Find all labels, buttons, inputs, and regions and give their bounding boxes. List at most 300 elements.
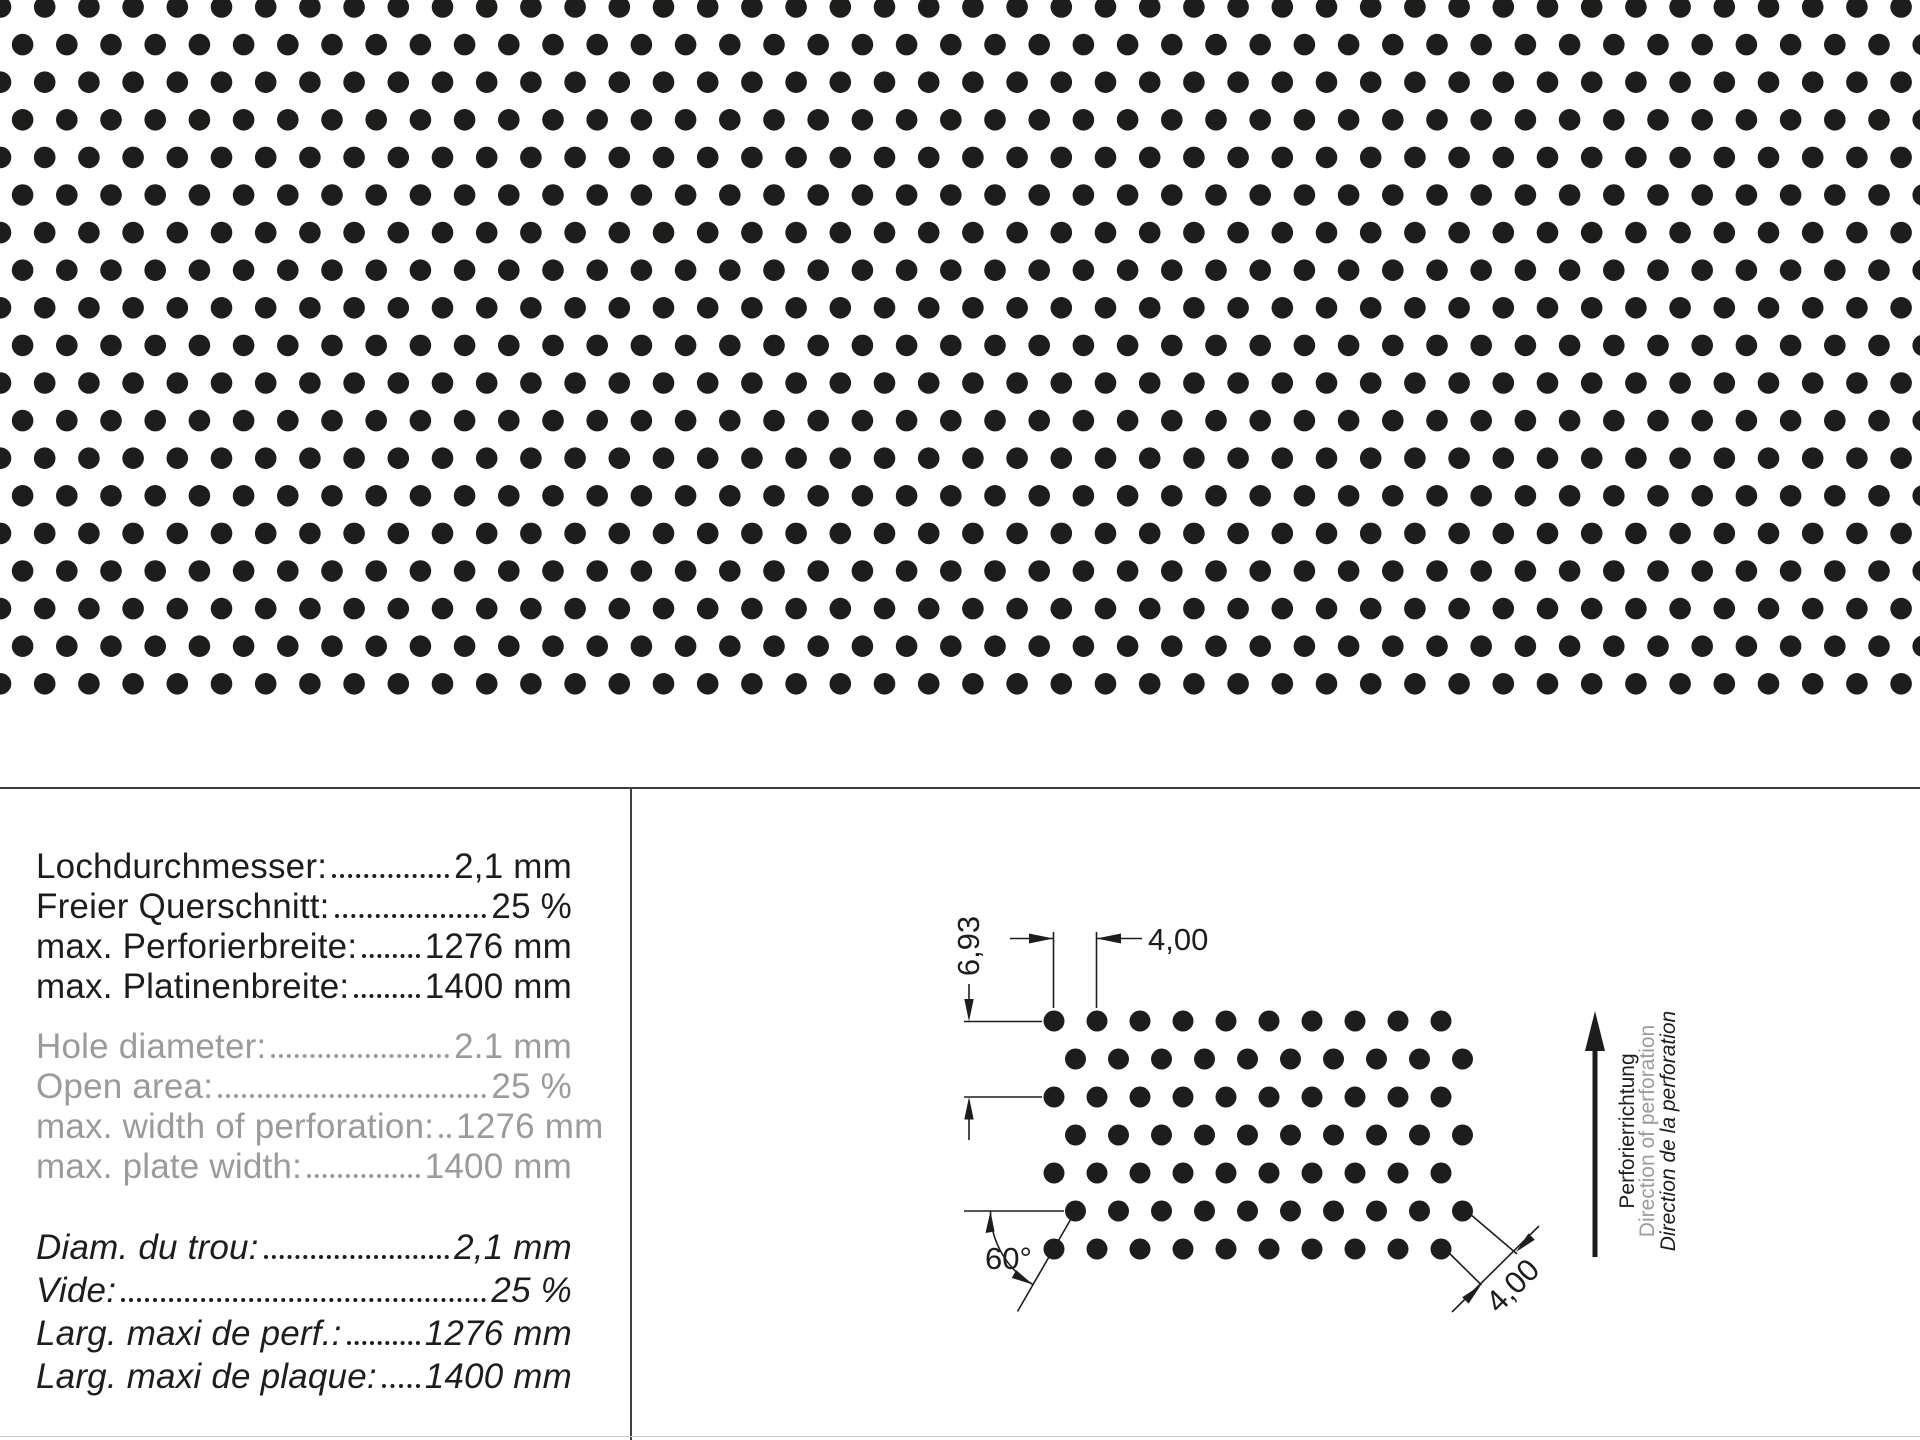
perforation-dot xyxy=(807,184,829,206)
perforation-dot xyxy=(432,372,454,394)
perforation-dot xyxy=(34,673,56,695)
perforation-dot xyxy=(167,447,189,469)
perforation-dot xyxy=(34,222,56,244)
spec-value: 2,1 mm xyxy=(454,1228,572,1267)
perforation-dot xyxy=(1448,0,1470,18)
perforation-dot xyxy=(1824,335,1846,357)
perforation-dot xyxy=(1912,34,1920,56)
perforation-dot xyxy=(586,34,608,56)
perforation-dot xyxy=(940,109,962,131)
perforation-dot xyxy=(1493,372,1515,394)
perforation-dot xyxy=(476,147,498,169)
perforation-dot xyxy=(388,673,410,695)
perforation-dot xyxy=(1227,523,1249,545)
perforation-dot xyxy=(1249,335,1271,357)
diagram-hole-dot xyxy=(1345,1011,1366,1032)
perforation-dot xyxy=(1846,71,1868,93)
perforation-dot xyxy=(1183,297,1205,319)
perforation-dot xyxy=(0,447,11,469)
perforation-dot xyxy=(1890,673,1912,695)
perforation-dot xyxy=(631,184,653,206)
perforation-dot xyxy=(586,335,608,357)
diagram-hole-dot xyxy=(1366,1125,1387,1146)
perforation-dot xyxy=(1051,372,1073,394)
perforation-dot xyxy=(1890,222,1912,244)
perforation-dot xyxy=(432,297,454,319)
perforation-dot xyxy=(365,410,387,432)
diagram-hole-dot xyxy=(1130,1011,1151,1032)
perforation-dot xyxy=(255,0,277,18)
perforation-dot xyxy=(321,485,343,507)
perforation-dot xyxy=(255,222,277,244)
perforation-dot xyxy=(1581,598,1603,620)
perforation-dot xyxy=(1581,147,1603,169)
perforation-dot xyxy=(653,372,675,394)
perforation-dot xyxy=(1603,410,1625,432)
perforation-dot xyxy=(962,147,984,169)
perforation-dot xyxy=(984,560,1006,582)
dotted-leader xyxy=(307,1174,420,1178)
perforation-dot xyxy=(1051,147,1073,169)
perforation-dot xyxy=(1095,598,1117,620)
perforation-dot xyxy=(1559,109,1581,131)
perforation-dot xyxy=(675,109,697,131)
perforation-dot xyxy=(1404,71,1426,93)
perforation-dot xyxy=(586,410,608,432)
perforation-dot xyxy=(1117,635,1139,657)
perforation-dot xyxy=(675,635,697,657)
perforation-dot xyxy=(78,297,100,319)
perforation-dot xyxy=(852,335,874,357)
arrow-right-icon xyxy=(1029,934,1054,944)
perforation-dot xyxy=(410,109,432,131)
perforation-dot xyxy=(940,335,962,357)
perforation-dot xyxy=(0,71,11,93)
perforation-dot xyxy=(233,109,255,131)
perforation-dot xyxy=(1515,560,1537,582)
perforation-dot xyxy=(1294,259,1316,281)
perforation-dot xyxy=(1404,673,1426,695)
perforation-dot xyxy=(741,297,763,319)
perforation-dot xyxy=(1316,71,1338,93)
perforation-dot xyxy=(1669,673,1691,695)
diagram-hole-dot xyxy=(1323,1201,1344,1222)
perforation-dot xyxy=(1294,560,1316,582)
perforation-dot xyxy=(1559,560,1581,582)
perforation-dot xyxy=(476,372,498,394)
perforation-dot xyxy=(1448,673,1470,695)
perforation-dot xyxy=(211,0,233,18)
diagram-hole-dot xyxy=(1323,1049,1344,1070)
dotted-leader xyxy=(362,954,419,958)
perforation-dot xyxy=(1426,410,1448,432)
perforation-dot xyxy=(498,109,520,131)
perforation-dot xyxy=(277,184,299,206)
perforation-dot xyxy=(432,147,454,169)
perforation-dot xyxy=(1669,222,1691,244)
direction-of-perforation xyxy=(1585,1011,1680,1257)
perforation-dot xyxy=(1095,0,1117,18)
perforation-dot xyxy=(785,222,807,244)
perforation-dot xyxy=(1205,335,1227,357)
diagram-hole-dot xyxy=(1302,1239,1323,1260)
perforation-dot xyxy=(1691,184,1713,206)
perforation-dot xyxy=(498,635,520,657)
perforation-dot xyxy=(1824,560,1846,582)
perforation-dot xyxy=(1426,635,1448,657)
perforation-dot xyxy=(56,34,78,56)
perforation-dot xyxy=(211,222,233,244)
perforation-dot xyxy=(1802,0,1824,18)
perforation-dot xyxy=(1581,447,1603,469)
perforation-dot xyxy=(564,372,586,394)
perforation-dot xyxy=(233,560,255,582)
perforation-dot xyxy=(1736,560,1758,582)
perforation-dot xyxy=(1581,71,1603,93)
perforation-dot xyxy=(343,147,365,169)
perforation-dot xyxy=(1051,523,1073,545)
perforation-dot xyxy=(1139,523,1161,545)
perforation-dot xyxy=(1625,523,1647,545)
perforation-dot xyxy=(498,335,520,357)
perforation-dot xyxy=(918,0,940,18)
perforation-dot xyxy=(1294,410,1316,432)
perforation-dot xyxy=(410,485,432,507)
spec-row-plate-width-de xyxy=(36,967,572,1007)
perforation-dot xyxy=(321,184,343,206)
perforation-dot xyxy=(299,598,321,620)
perforation-dot xyxy=(277,410,299,432)
perforation-dot xyxy=(1338,560,1360,582)
perforation-dot xyxy=(1515,485,1537,507)
perforation-dot xyxy=(1846,598,1868,620)
perforation-dot xyxy=(1139,0,1161,18)
perforation-dot xyxy=(785,447,807,469)
perforation-dot xyxy=(1404,598,1426,620)
perforation-dot xyxy=(0,598,11,620)
perforation-dot xyxy=(1448,598,1470,620)
perforation-dot xyxy=(1205,259,1227,281)
perforation-dot xyxy=(1294,184,1316,206)
perforation-dot xyxy=(388,372,410,394)
perforation-dot xyxy=(1448,447,1470,469)
perforation-dot xyxy=(1051,598,1073,620)
perforation-dot xyxy=(1117,410,1139,432)
perforation-dot xyxy=(122,447,144,469)
perforation-dot xyxy=(1625,598,1647,620)
perforation-dot xyxy=(454,635,476,657)
perforation-dot xyxy=(1912,635,1920,657)
diagram-hole-dot xyxy=(1173,1239,1194,1260)
perforation-dot xyxy=(1095,147,1117,169)
perforation-dot xyxy=(653,0,675,18)
perforation-dot xyxy=(78,222,100,244)
perforation-dot xyxy=(1669,372,1691,394)
perforation-dot xyxy=(631,410,653,432)
spec-value: 25 % xyxy=(491,1271,572,1310)
perforation-dot xyxy=(609,222,631,244)
perforation-dot xyxy=(1758,447,1780,469)
perforation-dot xyxy=(1139,222,1161,244)
perforation-dot xyxy=(0,297,11,319)
perforation-dot xyxy=(1205,635,1227,657)
perforation-dot xyxy=(1758,71,1780,93)
perforation-dot xyxy=(1714,447,1736,469)
spec-row-perforation-width-de xyxy=(36,927,572,967)
perforation-dot xyxy=(1714,0,1736,18)
perforation-dot xyxy=(100,184,122,206)
perforation-dot xyxy=(189,109,211,131)
perforation-dot xyxy=(167,372,189,394)
perforation-dot xyxy=(1426,34,1448,56)
perforation-dot xyxy=(1294,335,1316,357)
perforation-dot xyxy=(343,71,365,93)
diagram-hole-dot xyxy=(1237,1201,1258,1222)
perforation-dot xyxy=(874,598,896,620)
perforation-dot xyxy=(984,410,1006,432)
perforation-dot xyxy=(1493,523,1515,545)
perforation-dot xyxy=(564,297,586,319)
perforation-dot xyxy=(1868,109,1890,131)
diagram-hole-dot xyxy=(1216,1239,1237,1260)
diagram-hole-dot xyxy=(1237,1125,1258,1146)
spec-label: max. plate width: xyxy=(36,1147,303,1186)
perforation-dot xyxy=(1691,109,1713,131)
perforation-dot xyxy=(1669,147,1691,169)
spec-value: 2.1 mm xyxy=(454,1027,572,1066)
perforation-dot xyxy=(1006,0,1028,18)
perforation-dot xyxy=(1581,222,1603,244)
perforation-dot xyxy=(675,560,697,582)
perforation-dot xyxy=(940,560,962,582)
perforation-dot xyxy=(697,372,719,394)
diagram-hole-dot xyxy=(1259,1239,1280,1260)
perforation-dot xyxy=(122,147,144,169)
perforation-dot xyxy=(388,147,410,169)
perforation-dot xyxy=(34,372,56,394)
perforation-dot xyxy=(167,523,189,545)
perforation-dot xyxy=(476,297,498,319)
perforation-dot xyxy=(741,147,763,169)
perforation-dot xyxy=(1028,410,1050,432)
perforation-dot xyxy=(962,598,984,620)
perforation-dot xyxy=(1537,523,1559,545)
diagram-hole-dot xyxy=(1130,1163,1151,1184)
perforation-dot xyxy=(697,297,719,319)
perforation-dot xyxy=(343,297,365,319)
perforation-dot xyxy=(1028,259,1050,281)
perforation-dot xyxy=(365,34,387,56)
perforation-dot xyxy=(388,523,410,545)
dotted-leader xyxy=(382,1384,420,1388)
perforation-dot xyxy=(100,485,122,507)
perforation-dot xyxy=(1272,147,1294,169)
perforation-dot xyxy=(498,410,520,432)
perforation-dot xyxy=(962,447,984,469)
perforation-dot xyxy=(1095,523,1117,545)
perforation-dot xyxy=(1272,222,1294,244)
perforation-dot xyxy=(299,222,321,244)
diagram-hole-dot xyxy=(1388,1011,1409,1032)
dotted-leader xyxy=(121,1298,486,1302)
perforation-dot xyxy=(542,485,564,507)
perforation-dot xyxy=(763,109,785,131)
perforation-dot xyxy=(1426,485,1448,507)
arrow-down-icon xyxy=(964,999,973,1022)
perforation-dot xyxy=(807,109,829,131)
perforation-dot xyxy=(56,335,78,357)
perforation-dot xyxy=(432,598,454,620)
perforation-dot xyxy=(1073,560,1095,582)
perforation-dot xyxy=(1714,598,1736,620)
spec-label: Larg. maxi de plaque: xyxy=(36,1357,377,1396)
perforation-dot xyxy=(12,335,34,357)
perforation-dot xyxy=(498,560,520,582)
perforation-dot xyxy=(564,0,586,18)
perforation-dot xyxy=(719,259,741,281)
perforation-dot xyxy=(719,560,741,582)
diagram-hole-dot xyxy=(1366,1201,1387,1222)
perforation-dot xyxy=(852,34,874,56)
perforation-dot xyxy=(1073,485,1095,507)
perforation-dot xyxy=(1161,34,1183,56)
perforation-dot xyxy=(1603,34,1625,56)
perforation-dot xyxy=(896,259,918,281)
perforation-dot xyxy=(564,673,586,695)
perforation-dot xyxy=(388,297,410,319)
perforation-dot xyxy=(1647,485,1669,507)
perforation-dot xyxy=(785,523,807,545)
perforation-dot xyxy=(1846,523,1868,545)
perforation-dot xyxy=(299,673,321,695)
perforation-dot xyxy=(365,335,387,357)
perforation-dot xyxy=(719,635,741,657)
perforation-dot xyxy=(1316,0,1338,18)
perforation-dot xyxy=(1890,598,1912,620)
perforation-dot xyxy=(586,485,608,507)
perforation-dot xyxy=(1382,335,1404,357)
direction-label-english: Direction of perforation xyxy=(1636,1024,1659,1238)
diagram-hole-dot xyxy=(1108,1201,1129,1222)
perforation-dot xyxy=(918,447,940,469)
perforation-dot xyxy=(940,410,962,432)
perforation-dot xyxy=(211,447,233,469)
perforation-dot xyxy=(78,71,100,93)
diagram-hole-dot xyxy=(1345,1239,1366,1260)
perforation-dot xyxy=(830,598,852,620)
perforation-dot xyxy=(874,447,896,469)
perforation-dot xyxy=(852,635,874,657)
diagram-hole-dot xyxy=(1065,1049,1086,1070)
perforation-dot xyxy=(653,673,675,695)
page-bottom-edge xyxy=(0,1436,1920,1437)
perforation-dot xyxy=(609,0,631,18)
perforation-dot xyxy=(1404,447,1426,469)
perforation-dot xyxy=(564,523,586,545)
perforation-dot xyxy=(189,184,211,206)
perforation-dot xyxy=(1736,109,1758,131)
perforation-dot xyxy=(211,372,233,394)
perforation-dot xyxy=(586,635,608,657)
perforation-dot xyxy=(144,410,166,432)
perforation-dot xyxy=(609,447,631,469)
perforation-dot xyxy=(498,259,520,281)
diagram-hole-dot xyxy=(1130,1239,1151,1260)
perforation-dot xyxy=(1316,447,1338,469)
perforation-dot xyxy=(962,0,984,18)
perforation-dot xyxy=(1448,523,1470,545)
spec-row-hole-diameter-en xyxy=(36,1027,572,1067)
perforation-dot xyxy=(167,673,189,695)
diagram-hole-dot xyxy=(1216,1163,1237,1184)
perforation-dot xyxy=(0,222,11,244)
perforation-dot xyxy=(34,147,56,169)
perforation-dot xyxy=(1537,297,1559,319)
perforation-dot xyxy=(918,523,940,545)
perforation-dot xyxy=(984,34,1006,56)
perforation-dot xyxy=(299,372,321,394)
perforation-dot xyxy=(896,560,918,582)
perforation-dot xyxy=(520,673,542,695)
perforation-dot xyxy=(1338,410,1360,432)
perforation-dot xyxy=(1006,297,1028,319)
diagram-hole-dot xyxy=(1044,1163,1065,1184)
perforation-dot xyxy=(807,560,829,582)
perforation-dot xyxy=(343,372,365,394)
perforation-dot xyxy=(564,222,586,244)
perforation-dot xyxy=(1647,34,1669,56)
perforation-dot xyxy=(255,673,277,695)
perforation-dot xyxy=(1139,71,1161,93)
perforation-dot xyxy=(631,635,653,657)
diagram-hole-dot xyxy=(1044,1087,1065,1108)
perforation-dot xyxy=(719,184,741,206)
perforation-dot xyxy=(1095,297,1117,319)
perforation-dot xyxy=(1714,222,1736,244)
spec-row-hole-diameter-fr xyxy=(36,1228,572,1271)
perforation-dot xyxy=(1824,109,1846,131)
perforation-dot xyxy=(1360,598,1382,620)
diagram-hole-dot xyxy=(1151,1125,1172,1146)
perforation-dot xyxy=(1205,184,1227,206)
perforation-dot xyxy=(1780,259,1802,281)
arrow-down-left-icon xyxy=(1516,1233,1535,1252)
perforation-dot xyxy=(189,34,211,56)
perforation-dot xyxy=(520,222,542,244)
perforation-dot xyxy=(388,222,410,244)
perforation-dot xyxy=(1272,0,1294,18)
perforation-dot xyxy=(498,34,520,56)
perforation-dot xyxy=(763,184,785,206)
perforation-dot xyxy=(1868,259,1890,281)
perforation-dot xyxy=(1493,447,1515,469)
perforation-dot xyxy=(1117,184,1139,206)
perforation-dot xyxy=(1559,34,1581,56)
perforation-dot xyxy=(896,184,918,206)
perforation-dot xyxy=(1426,184,1448,206)
perforation-dot xyxy=(299,447,321,469)
perforation-dot xyxy=(167,147,189,169)
perforation-dot xyxy=(962,673,984,695)
perforation-dot xyxy=(233,485,255,507)
perforation-dot xyxy=(1890,71,1912,93)
perforation-dot xyxy=(741,673,763,695)
perforation-dot xyxy=(1669,297,1691,319)
perforation-dot xyxy=(1647,560,1669,582)
perforation-dot xyxy=(1139,372,1161,394)
perforation-dot xyxy=(1714,523,1736,545)
perforation-dot xyxy=(1426,335,1448,357)
